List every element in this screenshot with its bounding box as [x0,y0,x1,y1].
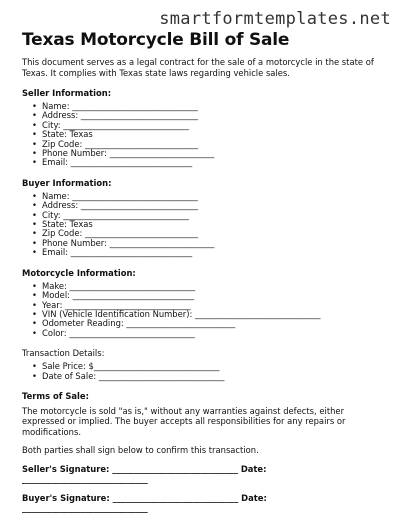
buyer-email-field: • Email: _____________________________ [32,248,387,257]
buyer-state-field: • State: Texas [32,220,387,229]
odometer-field: • Odometer Reading: __________________________ [32,319,387,328]
document-title: Texas Motorcycle Bill of Sale [22,30,290,50]
vin-field: • VIN (Vehicle Identification Number): ______________________________ [32,310,387,319]
color-field: • Color: ______________________________ [32,329,387,338]
transaction-list [22,362,387,381]
seller-zip-field: • Zip Code: ___________________________ [32,140,387,149]
buyer-phone-field: • Phone Number: _________________________ [32,239,387,248]
sale-date-field: • Date of Sale: ______________________________ [32,372,387,381]
motorcycle-heading: Motorcycle Information: [22,267,136,278]
seller-signature-line: Seller's Signature: ______________________________ Date: [22,464,267,475]
buyer-heading: Buyer Information: [22,177,112,188]
model-field: • Model: _____________________________ [32,291,387,300]
seller-name-field: • Name: ______________________________ [32,102,387,111]
buyer-list [22,192,387,258]
buyer-name-field: • Name: ______________________________ [32,192,387,201]
seller-state-field: • State: Texas [32,130,387,139]
terms-paragraph: The motorcycle is sold "as is," without any warranties against defects, either expressed or implied. The buyer accepts all responsibilities for any repairs or modifications. [22,405,346,437]
seller-city-field: • City: ______________________________ [32,121,387,130]
intro-paragraph: This document serves as a legal contract for the sale of a motorcycle in the state of Texas. It complies with Texas state laws regarding vehicle sales. [22,57,374,78]
seller-heading: Seller Information: [22,88,112,98]
buyer-city-field: • City: ______________________________ [32,211,387,220]
buyer-zip-field: • Zip Code: ___________________________ [32,229,387,238]
make-field: • Make: ______________________________ [32,282,387,291]
seller-list [22,102,387,168]
seller-address-field: • Address: ____________________________ [32,111,387,120]
year-field: • Year: ______________________________ [32,301,387,310]
buyer-signature-line: Buyer's Signature: ______________________________ Date: [22,493,267,504]
confirmation-text: Both parties shall sign below to confirm this transaction. [22,445,259,456]
buyer-address-field: • Address: ____________________________ [32,201,387,210]
document [22,30,387,513]
transaction-heading: Transaction Details: [22,348,105,359]
seller-date-line: ______________________________ [22,474,148,485]
sale-price-field: • Sale Price: $______________________________ [32,362,387,371]
terms-heading: Terms of Sale: [22,390,89,401]
seller-email-field: • Email: _____________________________ [32,158,387,167]
site-watermark: smartformtemplates.net [159,9,391,29]
motorcycle-list [22,282,387,338]
buyer-date-line: ______________________________ [22,503,148,514]
seller-phone-field: • Phone Number: _________________________ [32,149,387,158]
